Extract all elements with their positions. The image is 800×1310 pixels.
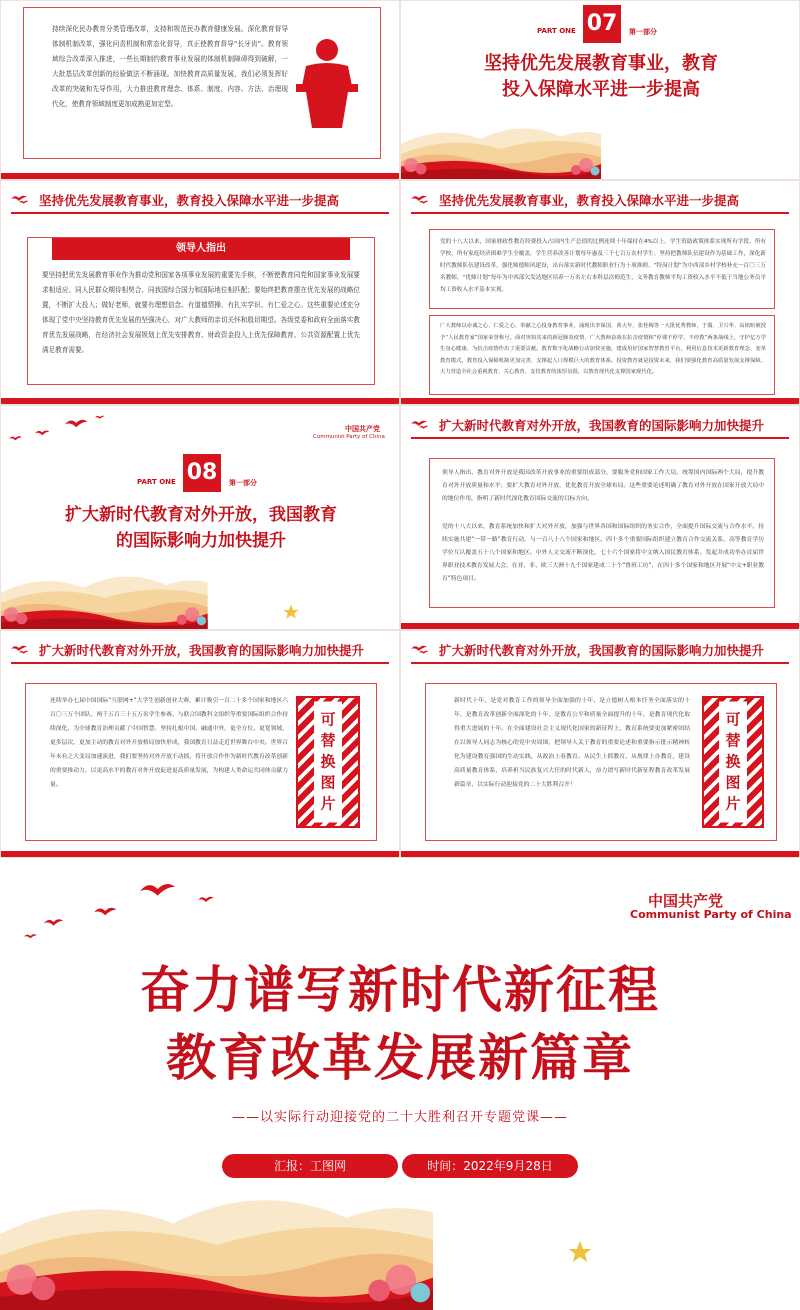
slide-2 <box>400 0 800 180</box>
content-frame-2 <box>429 315 775 395</box>
body-paragraph-1: 党的十八大以来，国家财政性教育经费投入占国内生产总值的比例连续十年保持在4%以上。学生资助政策体系实现所有学段、所有学校、所有家庭经济困难学生全覆盖，学生营养改善计划每年惠及三千七百万农村学生。坚持把教师队伍建设作为基础工作，深化新时代教师队伍建设改革，强化师德师风建设，出台落实新时代教师职业行为十项准则。“特岗计划”为中西部乡村学校补充一百〇三万名教师，“优师计划”每年为中西部欠发达地区培养一万名左右本科层次师范生，义务教育教师平均工资收入水平不低于当地公务员平均工资收入水平基本实现。 <box>440 239 766 293</box>
body-paragraph-1: 领导人指出，教育对外开放是我国改革开放事业的重要组成部分，要服务党和国家工作大局，统筹国内国际两个大局，提升教育对外开放质量和水平；要扩大教育对外开放，优化教育开放全球布局。这些重要论述明确了教育对外开放在国家开放大局中的地位作用，指明了新时代深化教育国际交流的目标方向。 <box>442 470 764 502</box>
part-number: 07 <box>583 5 621 43</box>
bottom-bar <box>401 851 799 857</box>
section-header <box>401 406 799 440</box>
content-frame <box>425 683 777 841</box>
image-placeholder[interactable] <box>296 696 360 828</box>
section-header <box>401 631 799 665</box>
body-paragraph-2: 广大教师以赤诚之心、仁爱之心、奉献之心投身教育事业，涌现出李保国、黄大年、张桂梅等一大批优秀教师，于漪、卫兴华、高铭暄被授予“人民教育家”国家荣誉称号。面对突如其来的新冠肺炎疫情，广大教师奋战在抗击疫情和“停课不停学、不停教”两条战线上，守护亿万学生身心健康，为抗击疫情作出了重要贡献。教育数字化战略行动加快实施，建成用好国家智慧教育平台，利用信息技术更新教育理念、变革教育模式。教育投入保障机制更加完善，支撑起人口规模巨大的教育体系。投资教育就是投资未来，我们要强化教育高质量发展支撑保障，大力营造全社会重视教育、关心教育、支持教育的浓厚氛围，以教育现代化支撑国家现代化。 <box>440 323 766 375</box>
cover-subtitle: ——以实际行动迎接党的二十大胜利召开专题党课—— <box>231 1110 568 1125</box>
content-frame-1 <box>429 229 775 309</box>
birds-icon <box>5 412 115 452</box>
slide-6 <box>400 405 800 630</box>
title-line-1: 坚持优先发展教育事业，教育 <box>484 53 718 74</box>
birds-icon <box>11 193 35 207</box>
great-wall-scene <box>1 567 208 629</box>
great-wall-scene <box>0 1180 433 1310</box>
bottom-bar <box>401 398 799 404</box>
image-placeholder[interactable] <box>702 696 764 828</box>
part-label: PART ONE <box>137 478 176 486</box>
header-line <box>411 212 789 214</box>
body-paragraph: 新时代十年，是党对教育工作的领导全面加强的十年，是立德树人根本任务全面落实的十年，是教育改革创新全面深化的十年，是教育公平和质量全面提升的十年，是教育现代化取得重大进展的十年。在全面建设社会主义现代化国家的新征程上，教育系统要更加紧密团结在以领导人同志为核心的党中央周围，把领导人关于教育的重要论述和重要指示批示精神转化为建设教育强国的生动实践，从政治上看教育、从民生上抓教育、从规律上办教育，建设高质量教育体系，培养担当民族复兴大任的时代新人，奋力谱写新时代新征程教育改革发展新篇章，以实际行动迎接党的二十大胜利召开！ <box>454 698 690 788</box>
header-line <box>11 662 389 664</box>
slide-8 <box>400 630 800 858</box>
great-wall-scene <box>401 119 601 179</box>
brand-en: Communist Party of China <box>630 908 792 921</box>
birds-icon <box>20 874 230 944</box>
body-paragraph: 连续举办七届中国国际“互联网+”大学生创新创业大赛，累计吸引一百二十多个国家和地区六百〇三万个团队、两千五百三十五万名学生参赛。与联合国教科文组织等重要国际组织合作持续深化，为全球教育治理贡献了中国智慧。坚持扎根中国、融通中外，更全方位、更宽领域、更多层次、更加主动的教育对外开放格局加快形成，我国教育日益走近世界舞台中央。世界百年未有之大变局加速演进，我们要坚持对外开放不动摇，将开放合作作为新时代教育改革创新的重要推动力，以更高水平的教育对外开放促进更高质量发展，为构建人类命运共同体贡献力量。 <box>50 698 288 788</box>
slide-5 <box>0 405 400 630</box>
birds-icon <box>411 418 435 432</box>
birds-icon <box>411 643 435 657</box>
part-sub: 第一部分 <box>629 28 657 36</box>
section-title <box>401 51 800 103</box>
slide-3 <box>0 180 400 405</box>
body-paragraph: 要坚持把优先发展教育事业作为推动党和国家各项事业发展的重要先手棋，不断使教育同党和国家事业发展要求相适应、同人民群众期待相契合、同我国综合国力和国际地位相匹配；要始终把教育摆在优先发展的战略位置，不断扩大投入；做好老师，就要有理想信念、有道德情操、有扎实学识、有仁爱之心。这些重要论述充分体现了党中央坚持教育优先发展的坚强决心，对广大教师的亲切关怀和殷切期望。各级党委和政府全面落实教育优先发展战略，在经济社会发展规划上优先安排教育、财政资金投入上优先保障教育、公共资源配置上优先满足教育需要。 <box>42 271 360 354</box>
brand-en: Communist Party of China <box>313 434 385 440</box>
placeholder-label: 可替换图片 <box>719 702 747 823</box>
reporter-pill: 汇报：工图网 <box>222 1154 398 1178</box>
cover-title-line-1: 奋力谱写新时代新征程 <box>140 960 660 1019</box>
header-title: 扩大新时代教育对外开放，我国教育的国际影响力加快提升 <box>39 643 365 658</box>
cover-slide <box>0 858 800 1310</box>
section-header <box>1 181 399 215</box>
header-title: 坚持优先发展教育事业，教育投入保障水平进一步提高 <box>39 193 340 208</box>
content-frame <box>23 7 381 159</box>
header-title: 扩大新时代教育对外开放，我国教育的国际影响力加快提升 <box>439 643 765 658</box>
birds-icon <box>411 193 435 207</box>
section-title <box>1 502 400 554</box>
content-frame <box>25 683 377 841</box>
leader-tag: 领导人指出 <box>52 238 350 260</box>
cover-title-line-2: 教育改革发展新篇章 <box>166 1028 634 1087</box>
body-paragraph-2: 党的十八大以来，教育系统加快和扩大对外开放，加强与世界各国和国际组织的务实合作，全面提升国际交流与合作水平。持续实施共建“一带一路”教育行动，与一百八十八个国家和地区、四十多个重要国际组织建立教育合作交流关系，高等教育学历学位互认覆盖五十八个国家和地区。中外人文交流不断深化，七十六个国家将中文纳入国民教育体系。发起并成功举办首届世界职业技术教育发展大会，在亚、非、欧三大洲十九个国家建成二十个“鲁班工坊”，在四十多个国家和地区开展“中文+职业教育”特色项目。 <box>442 524 764 582</box>
header-title: 扩大新时代教育对外开放，我国教育的国际影响力加快提升 <box>439 418 765 433</box>
slide-7 <box>0 630 400 858</box>
title-line-1: 扩大新时代教育对外开放，我国教育 <box>65 505 337 525</box>
bottom-bar <box>1 173 399 179</box>
section-header <box>1 631 399 665</box>
content-frame <box>27 237 375 385</box>
brand-cn: 中国共产党 <box>648 892 724 910</box>
part-label: PART ONE <box>537 27 576 35</box>
star-icon <box>568 1240 592 1264</box>
part-sub: 第一部分 <box>229 479 257 487</box>
body-paragraph: 持续深化民办教育分类管理改革，支持和规范民办教育健康发展。深化教育督导体制机制改革，强化问责机制和常态化督导，真正使教育督导“长牙齿”。教育领域综合改革深入推进，一些长期制约教育事业发展的体制机制障碍得到破解，一大批基层改革创新的经验做法不断涌现。加快教育高质量发展，我们必须发挥好改革的突破和先导作用，大力推进教育理念、体系、制度、内容、方法、治理现代化，使教育领域制度更加成熟更加定型。 <box>52 25 288 108</box>
bottom-bar <box>401 623 799 629</box>
brand-cn: 中国共产党 <box>345 425 380 433</box>
date-pill: 时间：2022年9月28日 <box>402 1154 578 1178</box>
header-title: 坚持优先发展教育事业，教育投入保障水平进一步提高 <box>439 193 740 208</box>
speaker-podium-icon <box>292 36 362 131</box>
header-line <box>11 212 389 214</box>
birds-icon <box>11 643 35 657</box>
content-frame <box>429 458 775 608</box>
header-line <box>411 662 789 664</box>
star-icon <box>283 604 299 620</box>
title-line-2: 的国际影响力加快提升 <box>116 531 286 551</box>
part-number: 08 <box>183 454 221 492</box>
bottom-bar <box>1 398 399 404</box>
slide-1 <box>0 0 400 180</box>
header-line <box>411 437 789 439</box>
bottom-bar <box>1 851 399 857</box>
title-line-2: 投入保障水平进一步提高 <box>502 79 700 100</box>
slide-4 <box>400 180 800 405</box>
section-header <box>401 181 799 215</box>
placeholder-label: 可替换图片 <box>314 702 342 823</box>
